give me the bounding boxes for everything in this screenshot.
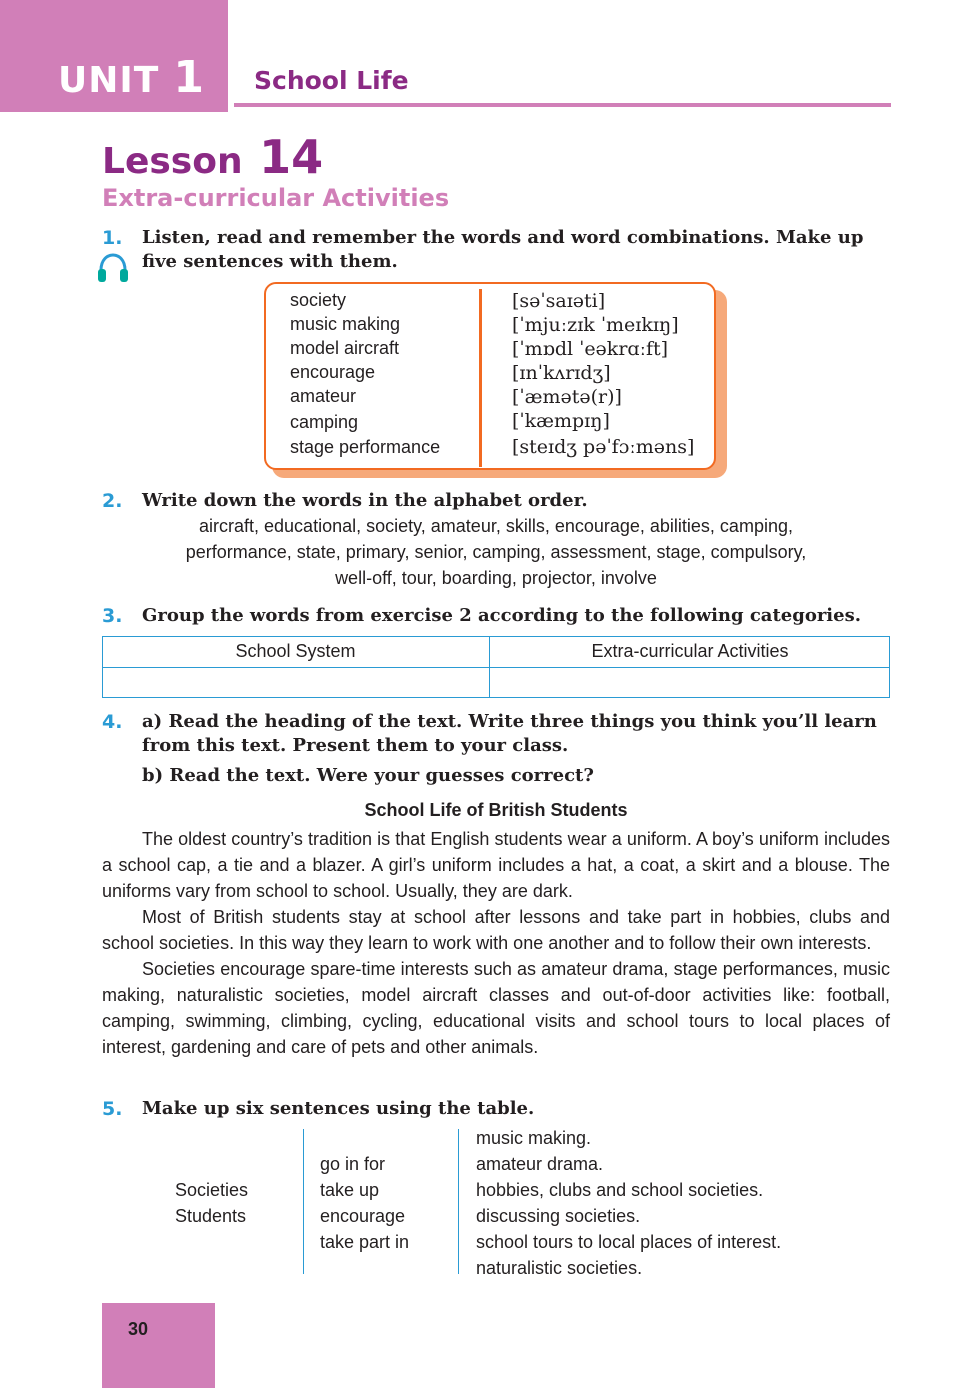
exercise-3-number: 3. — [102, 605, 123, 627]
reading-text — [102, 826, 890, 1060]
unit-label — [58, 52, 205, 103]
object-item: discussing societies. — [476, 1206, 641, 1226]
unit-number: 1 — [173, 52, 205, 103]
exercise-5-number: 5. — [102, 1098, 123, 1120]
exercise-5-instruction: Make up six sentences using the table. — [142, 1098, 535, 1119]
exercise-1-instruction — [142, 226, 890, 274]
object-item: amateur drama. — [476, 1154, 604, 1174]
exercise-4a-line-2: from this text. Present them to your class. — [142, 735, 569, 756]
school-system-answer-cell[interactable] — [103, 668, 488, 697]
exercise-2-instruction: Write down the words in the alphabet order. — [142, 490, 588, 511]
object-item: naturalistic societies. — [476, 1258, 643, 1278]
page-number: 30 — [128, 1319, 149, 1339]
category-extra-curricular: Extra-curricular Activities — [591, 641, 789, 661]
verb-item: take up — [320, 1180, 380, 1200]
lesson-number: 14 — [259, 130, 324, 184]
substitution-subjects — [175, 1177, 248, 1229]
vocab-word: model aircraft — [290, 338, 400, 358]
object-item: school tours to local places of interest. — [476, 1232, 782, 1252]
exercise-4-instruction-a — [142, 710, 890, 758]
word-list-line-3: well-off, tour, boarding, projector, involve — [335, 568, 657, 588]
vocab-word: camping — [290, 412, 359, 432]
word-list-line-2: performance, state, primary, senior, camping, assessment, stage, compulsory, — [185, 542, 807, 562]
verb-item: encourage — [320, 1206, 406, 1226]
subject-item: Societies — [175, 1180, 249, 1200]
exercise-1-number: 1. — [102, 227, 123, 249]
substitution-objects — [476, 1125, 781, 1281]
exercise-4-instruction-b: b) Read the text. Were your guesses correct? — [142, 765, 594, 786]
vocab-word: society — [290, 290, 347, 310]
vocab-transcription: [ˈkæmpɪŋ] — [512, 410, 610, 432]
headphones-icon[interactable] — [96, 252, 130, 284]
subject-item: Students — [175, 1206, 247, 1226]
exercise-4a-line-1: a) Read the heading of the text. Write three things you think you’ll learn — [142, 711, 877, 732]
exercise-2-number: 2. — [102, 490, 123, 512]
unit-title: School Life — [254, 66, 409, 95]
verb-item: take part in — [320, 1232, 410, 1252]
paragraph-2: Most of British students stay at school after lessons and take part in hobbies, clubs and school societies. In this way they learn to work with one another and to follow their own interests. — [102, 907, 890, 953]
vocab-word: encourage — [290, 362, 376, 382]
lesson-word: Lesson — [102, 141, 243, 182]
vocab-transcription: [səˈsaɪəti] — [512, 290, 606, 312]
vocab-transcription: [steɪdʒ pəˈfɔːməns] — [512, 436, 695, 458]
vocab-transcription: [ˈmɒdl ˈeəkrɑːft] — [512, 338, 669, 360]
verb-item: go in for — [320, 1154, 386, 1174]
lesson-title — [102, 130, 323, 184]
substitution-divider-2 — [458, 1129, 459, 1274]
exercise-1-line-2: five sentences with them. — [142, 251, 398, 272]
header-divider — [234, 103, 891, 107]
substitution-divider-1 — [303, 1129, 304, 1274]
substitution-verbs — [320, 1151, 409, 1255]
vocab-word: stage performance — [290, 437, 441, 457]
page-number-box — [102, 1303, 215, 1388]
category-school-system: School System — [235, 641, 356, 661]
vocab-word: amateur — [290, 386, 357, 406]
vocab-transcription: [ˈmjuːzɪk ˈmeɪkɪŋ] — [512, 314, 679, 336]
lesson-subtitle: Extra-curricular Activities — [102, 184, 450, 212]
extra-curricular-answer-cell[interactable] — [491, 668, 889, 697]
vocab-transcription: [ɪnˈkʌrɪdʒ] — [512, 362, 611, 384]
exercise-4-number: 4. — [102, 711, 123, 733]
exercise-3-instruction: Group the words from exercise 2 according to the following categories. — [142, 605, 861, 626]
vocab-word: music making — [290, 314, 401, 334]
vocab-divider — [479, 289, 482, 467]
text-title: School Life of British Students — [364, 800, 628, 820]
word-list-line-1: aircraft, educational, society, amateur, skills, encourage, abilities, camping, — [199, 516, 793, 536]
object-item: hobbies, clubs and school societies. — [476, 1180, 764, 1200]
vocab-transcription: [ˈæmətə(r)] — [512, 386, 622, 408]
exercise-1-line-1: Listen, read and remember the words and word combinations. Make up — [142, 227, 864, 248]
object-item: music making. — [476, 1128, 592, 1148]
paragraph-1: The oldest country’s tradition is that English students wear a uniform. A boy’s uniform includes a school cap, a tie and a blazer. A girl’s uniform includes a hat, a coat, a skirt and a blouse. The uniforms vary from school to school. Usually, they are dark. — [102, 829, 890, 901]
paragraph-3: Societies encourage spare-time interests such as amateur drama, stage performances, music making, naturalistic societies, model aircraft classes and out-of-door activities like: football, camping, swimming, climbing, cycling, educational visits and school tours to local places of interest, gardening and care of pets and other animals. — [102, 959, 890, 1057]
unit-word: UNIT — [58, 60, 160, 101]
